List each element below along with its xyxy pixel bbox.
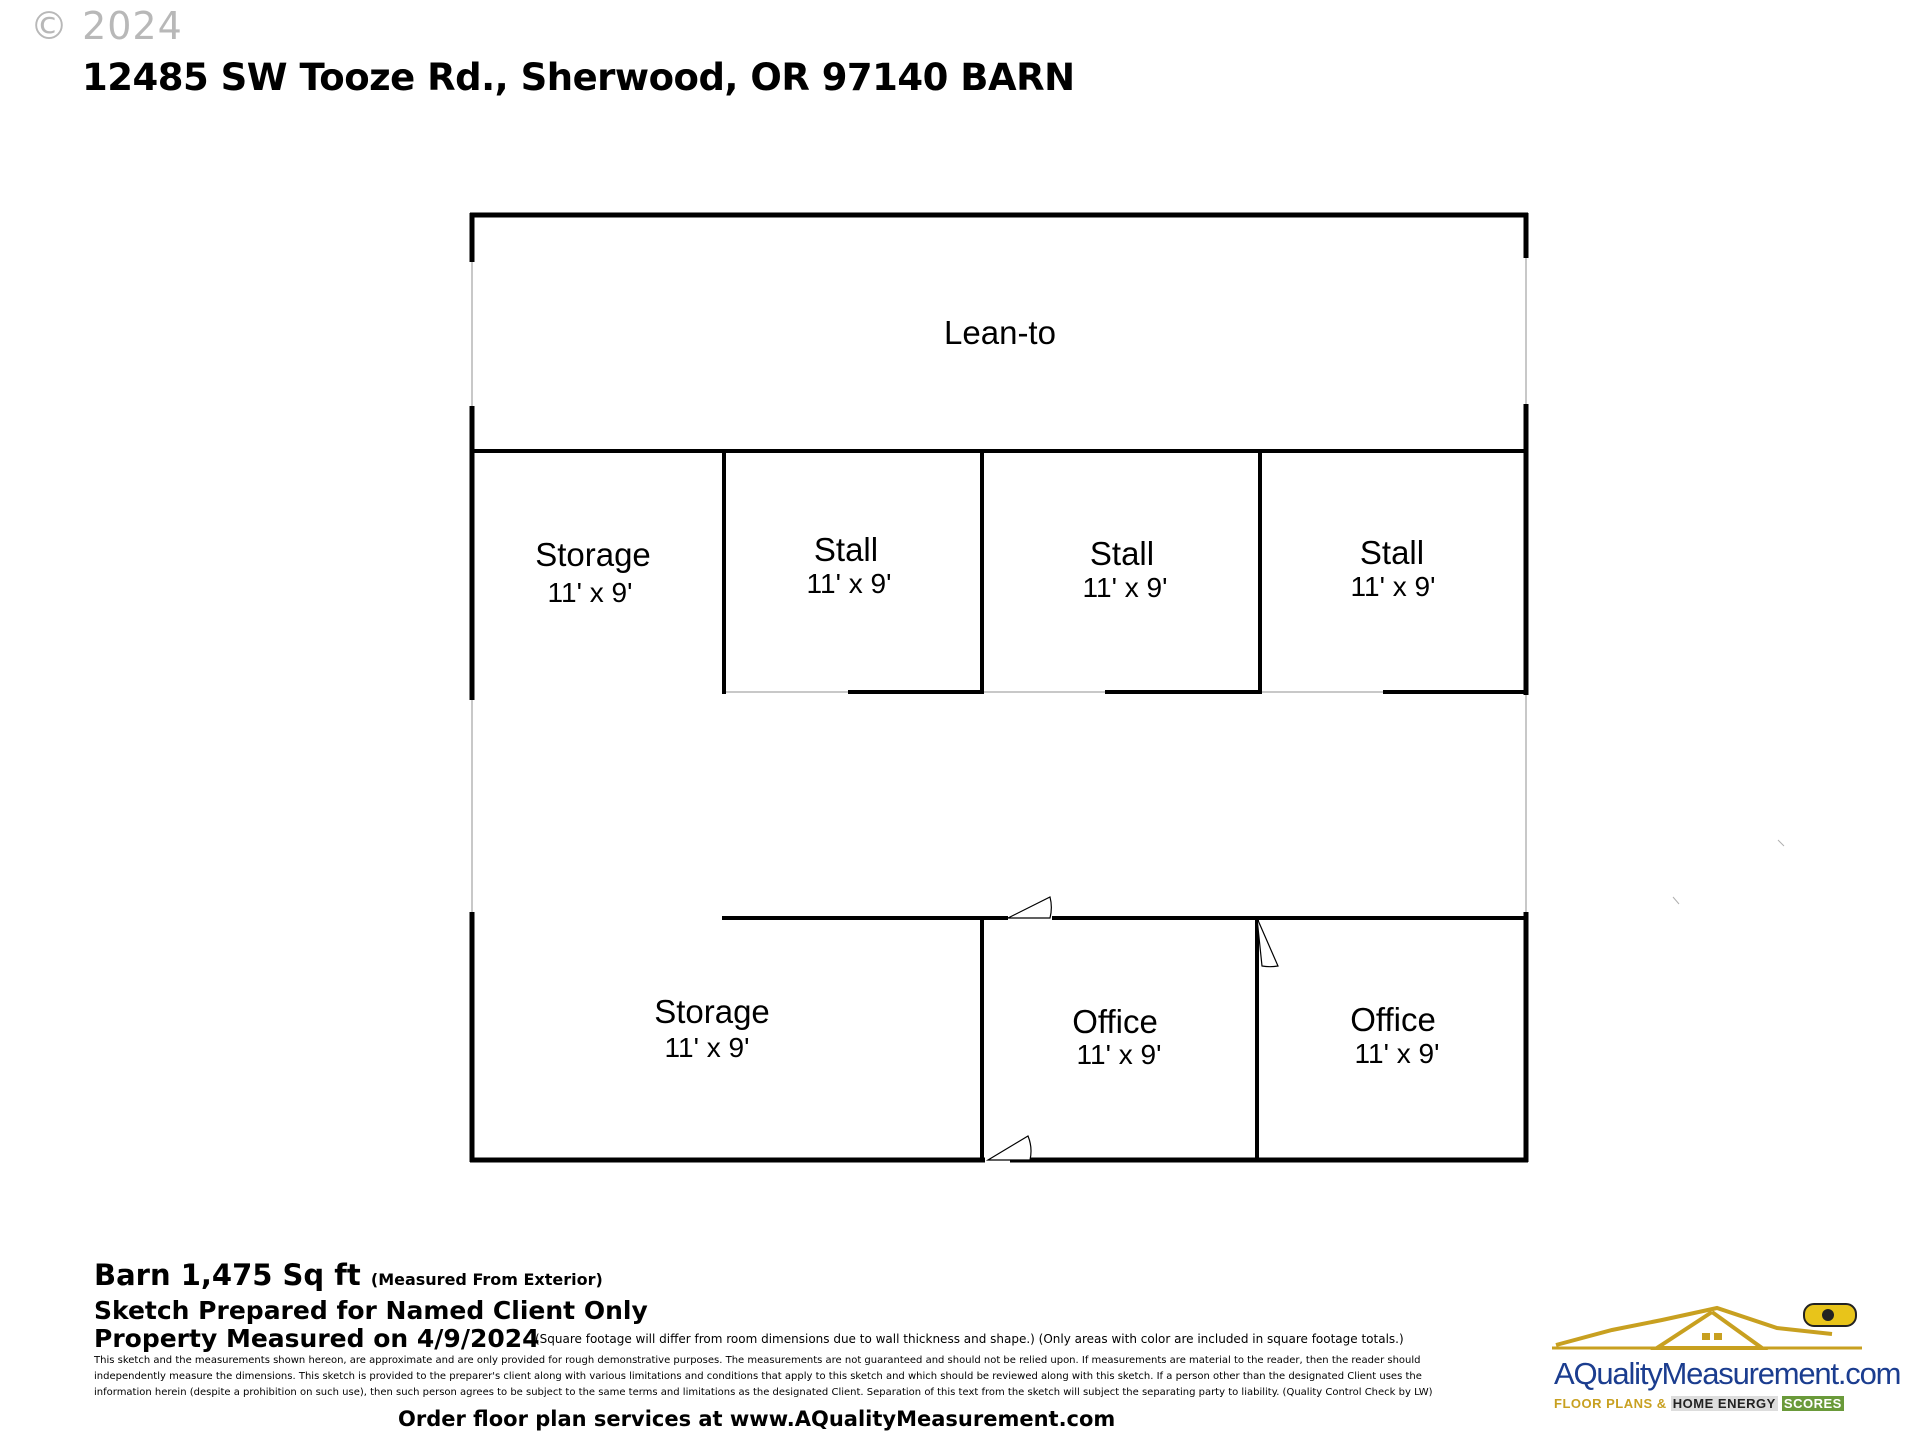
stall-1-name: Stall [813, 531, 879, 568]
square-footage-note: (Square footage will differ from room dimensions due to wall thickness and shape.) (Only areas with color are included in square footage totals.) [535, 1332, 1404, 1346]
property-address-title: 12485 SW Tooze Rd., Sherwood, OR 97140 BARN [82, 56, 1075, 99]
logo-tagline-scores: SCORES [1783, 1396, 1842, 1411]
office-1-name: Office [1072, 1003, 1158, 1040]
logo-tagline-floor-plans: FLOOR PLANS & [1554, 1396, 1671, 1411]
storage-top-dims: 11' x 9' [547, 577, 633, 608]
office-2-dims: 11' x 9' [1354, 1038, 1440, 1069]
logo-wordmark: AQualityMeasurement.com [1554, 1356, 1901, 1391]
stall-2-name: Stall [1089, 535, 1155, 572]
office-1-dims: 11' x 9' [1076, 1039, 1162, 1070]
lean-to-label: Lean-to [944, 314, 1056, 351]
measured-date: Property Measured on 4/9/2024 [94, 1324, 540, 1353]
storage-top-name: Storage [535, 536, 651, 573]
stall-3-dims: 11' x 9' [1350, 571, 1436, 602]
square-footage-total: Barn 1,475 Sq ft [94, 1258, 361, 1292]
square-footage-summary [94, 1258, 603, 1292]
tape-measure-icon [1804, 1304, 1856, 1326]
storage-bottom-dims: 11' x 9' [664, 1032, 750, 1063]
client-statement: Sketch Prepared for Named Client Only [94, 1296, 648, 1325]
stall-2-dims: 11' x 9' [1082, 572, 1168, 603]
stall-3-name: Stall [1359, 534, 1425, 571]
order-services-line: Order floor plan services at www.AQualityMeasurement.com [398, 1407, 1116, 1431]
disclaimer-text: This sketch and the measurements shown hereon, are approximate and are only provided for rough demonstrative purposes. The measurements are not guaranteed and should not be relied upon. If measurements are material to the reader, then the reader should independently measure the dimensions. This sketch is provided to the preparer's client along with various limitations and conditions that apply to this sketch and which should be reviewed along with this sketch. If a person other than the designated Client uses the information herein (despite a prohibition on such use), then such person agrees to be subject to the same terms and limitations as the designated Client. Separation of this text from the sketch will subject the separating party to liability. (Quality Control Check by LW) [94, 1355, 1433, 1398]
copyright-watermark: © 2024 [30, 4, 183, 48]
faint-marks [1673, 840, 1784, 904]
office-2-name: Office [1350, 1001, 1436, 1038]
measurement-basis: (Measured From Exterior) [370, 1270, 603, 1289]
logo-tagline [1554, 1396, 1844, 1411]
logo-tagline-home-energy: HOME ENERGY [1672, 1396, 1776, 1411]
stall-1-dims: 11' x 9' [806, 568, 892, 599]
storage-bottom-name: Storage [654, 993, 770, 1030]
